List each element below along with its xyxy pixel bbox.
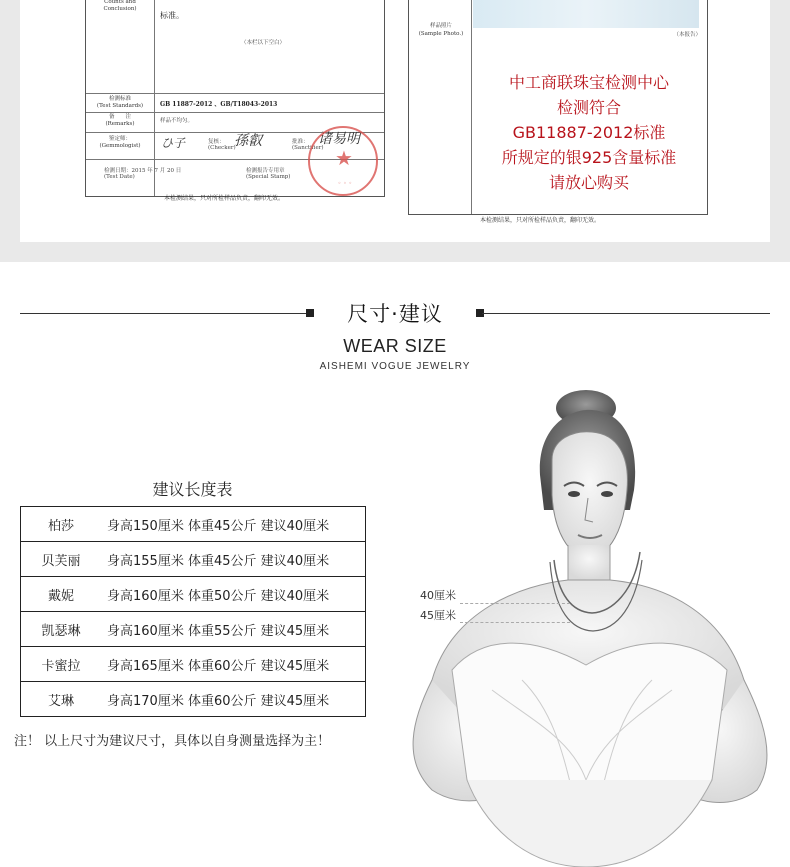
statement-line: 所规定的银925含量标准 — [501, 148, 677, 167]
model-spec: 身高155厘米 体重45公斤 建议40厘米 — [101, 542, 366, 577]
model-spec: 身高160厘米 体重50公斤 建议40厘米 — [101, 577, 366, 612]
table-title: 建议长度表 — [152, 480, 233, 499]
certification-statement — [471, 70, 707, 195]
left-footer-note: 本检测结果，只对所检样品负责，翻印无效。 — [164, 195, 285, 202]
row-divider — [86, 93, 384, 94]
length-guide-45 — [460, 622, 570, 623]
special-stamp-label: 检测报告专用章 (Special Stamp) — [246, 168, 291, 180]
row-divider — [86, 112, 384, 113]
blank-note: （本栏以下空白） — [241, 40, 286, 46]
gemmologist-label: 鉴定师： (Gemmologist) — [99, 136, 141, 149]
table-row — [21, 507, 366, 542]
model-sketch-illustration — [372, 380, 790, 867]
standards-label: 检测标准 (Test Standards) — [96, 96, 144, 109]
section-subtitle: WEAR SIZE — [343, 336, 447, 356]
checker-label: 复核： (Checker) — [208, 139, 236, 151]
sample-photo-label: 样品照片 (Sample Photo.) — [418, 23, 464, 37]
length-label-45: 45厘米 — [420, 609, 456, 622]
model-spec: 身高150厘米 体重45公斤 建议40厘米 — [101, 507, 366, 542]
remarks-label: 备 注 (Remarks) — [105, 114, 135, 127]
test-report-sheet — [85, 0, 385, 197]
model-name: 艾琳 — [21, 682, 102, 717]
table-row — [21, 577, 366, 612]
table-row — [21, 682, 366, 717]
checker-signature: 孫叡 — [234, 133, 262, 149]
approver-label: 批准： (Sanctifier) — [292, 139, 324, 151]
model-name: 贝芙丽 — [21, 542, 102, 577]
brand-name: AISHEMI VOGUE JEWELRY — [319, 361, 471, 372]
model-name: 卡蜜拉 — [21, 647, 102, 682]
official-seal-icon: ★ ◦ ◦ ◦ — [308, 126, 378, 196]
gemmologist-signature: ひ子 — [161, 136, 186, 150]
conclusion-label: Conclusion) — [103, 6, 137, 12]
conclusion-value: 标准。 — [160, 11, 184, 20]
model-name: 凯瑟琳 — [21, 612, 102, 647]
statement-line: 检测符合 — [556, 98, 621, 117]
section-title: 尺寸·建议 — [347, 302, 443, 326]
table-row — [21, 542, 366, 577]
remarks-value: 样品不均匀。 — [160, 118, 194, 124]
heading-rule-right — [482, 313, 770, 314]
statement-line: GB11887-2012标准 — [512, 123, 666, 142]
model-name: 柏莎 — [21, 507, 102, 542]
table-row — [21, 612, 366, 647]
section-heading — [0, 298, 790, 330]
approver-signature: 诸易明 — [318, 131, 360, 147]
standards-value: GB 11887-2012 、GB/T18043-2013 — [160, 101, 278, 108]
model-spec: 身高160厘米 体重55公斤 建议45厘米 — [101, 612, 366, 647]
model-spec: 身高170厘米 体重60公斤 建议45厘米 — [101, 682, 366, 717]
test-date: 检测日期：2015 年 7 月 20 日 (Test Date) — [104, 168, 182, 180]
model-name: 戴妮 — [21, 577, 102, 612]
length-guide-40 — [460, 603, 570, 604]
size-footnote: 注！ 以上尺寸为建议尺寸，具体以自身测量选择为主！ — [14, 734, 331, 749]
size-recommendation-table — [20, 506, 366, 717]
conclusion-label-top: Counts and — [104, 0, 136, 5]
statement-line: 请放心购买 — [548, 173, 629, 192]
statement-line: 中工商联珠宝检测中心 — [508, 73, 669, 92]
sample-photo — [473, 0, 699, 28]
magnify-tag: （本报告） — [673, 32, 701, 38]
right-footer-note: 本检测结果，只对所检样品负责，翻印无效。 — [480, 217, 601, 224]
length-label-40: 40厘米 — [420, 589, 456, 602]
sample-photo-sheet — [408, 0, 708, 215]
model-spec: 身高165厘米 体重60公斤 建议45厘米 — [101, 647, 366, 682]
table-row — [21, 647, 366, 682]
